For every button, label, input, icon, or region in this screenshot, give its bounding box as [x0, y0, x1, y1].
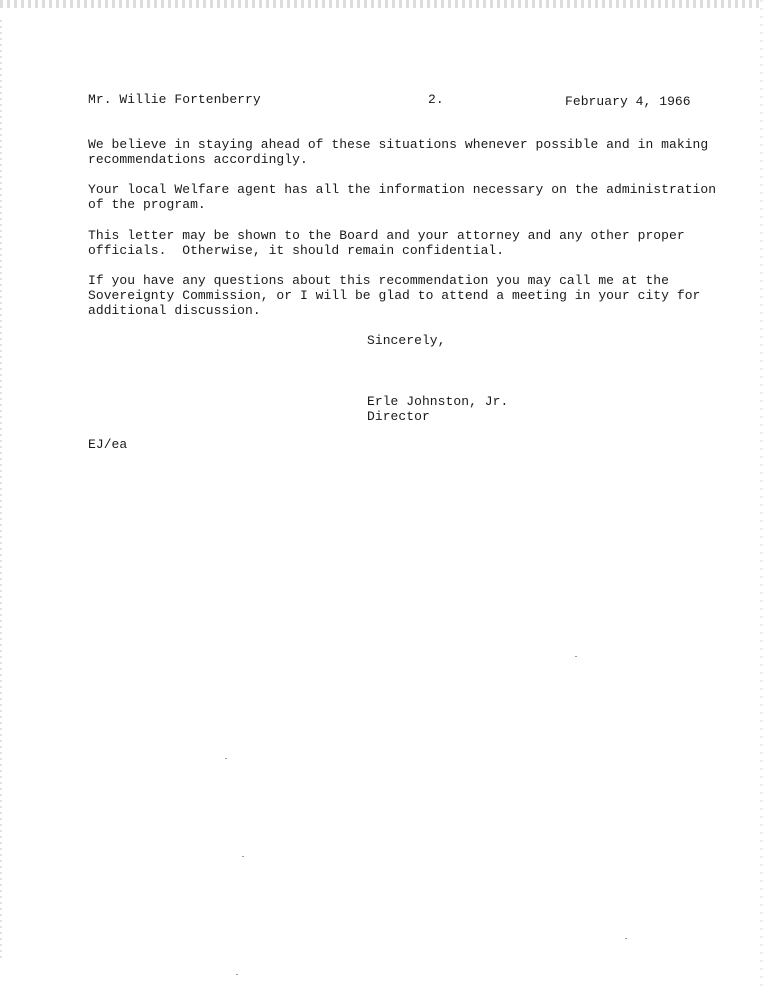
scan-speck — [236, 974, 238, 975]
letter-date: February 4, 1966 — [565, 94, 691, 109]
typist-initials: EJ/ea — [88, 437, 128, 452]
paragraph-line: Your local Welfare agent has all the information necessary on the administration — [88, 182, 717, 197]
scan-speck — [625, 938, 627, 939]
paragraph-line: We believe in staying ahead of these situations whenever possible and in making — [88, 137, 709, 152]
scan-top-edge — [0, 0, 763, 8]
signer-name: Erle Johnston, Jr. — [367, 394, 509, 409]
scan-speck — [225, 758, 227, 759]
paragraph-line: officials. Otherwise, it should remain confidential. — [88, 243, 505, 258]
signer-title: Director — [367, 409, 430, 424]
scan-speck — [242, 856, 244, 857]
paragraph-line: If you have any questions about this recommendation you may call me at the — [88, 273, 669, 288]
scan-speck — [575, 656, 577, 657]
paragraph-line: Sovereignty Commission, or I will be glad to attend a meeting in your city for — [88, 288, 701, 303]
paragraph-line: This letter may be shown to the Board and your attorney and any other proper — [88, 228, 685, 243]
closing: Sincerely, — [367, 333, 446, 348]
paragraph-line: additional discussion. — [88, 303, 261, 318]
paragraph-line: of the program. — [88, 197, 206, 212]
scan-left-edge — [0, 20, 2, 960]
recipient-name: Mr. Willie Fortenberry — [88, 92, 261, 107]
paragraph-line: recommendations accordingly. — [88, 152, 308, 167]
page-number: 2. — [428, 92, 444, 107]
